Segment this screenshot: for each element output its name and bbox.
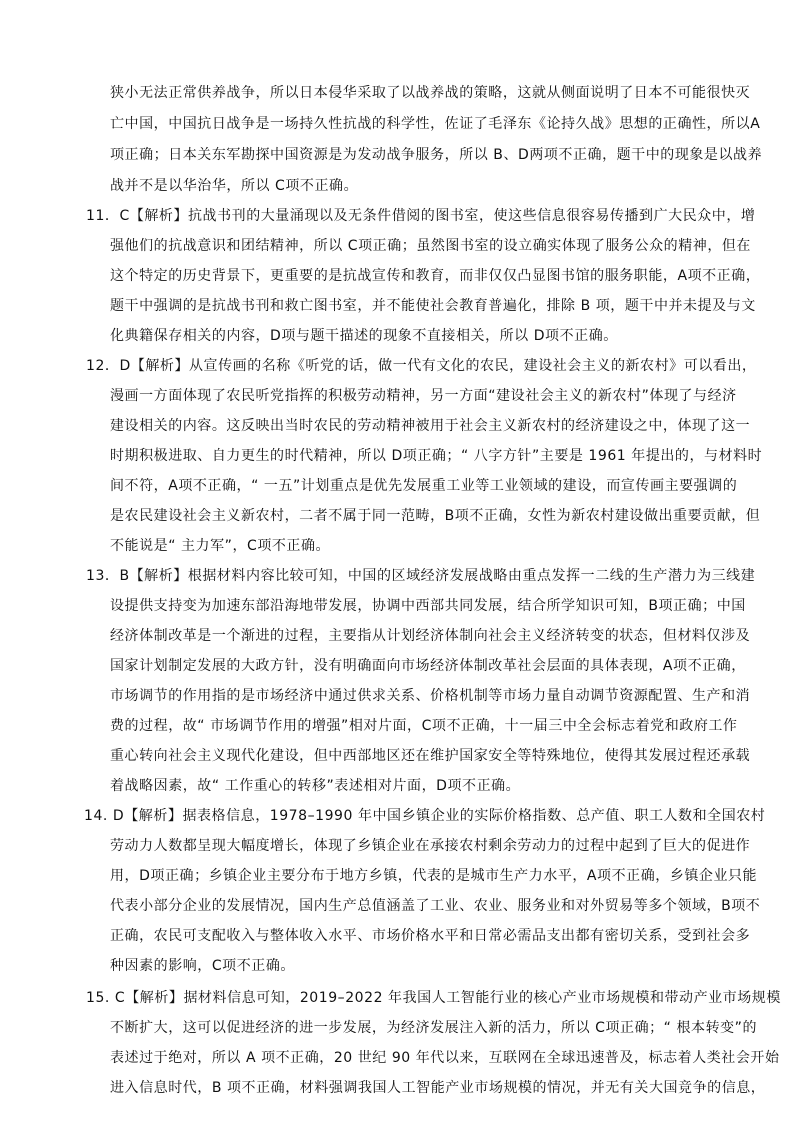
text-line: 不能说是“ 主力军”，C项不正确。 — [110, 538, 331, 554]
text-line: 表述过于绝对，所以 A 项不正确，20 世纪 90 年代以来，互联网在全球迅速普及，标志着人类社会开始 — [110, 1050, 780, 1066]
text-line: 进入信息时代，B 项不正确，材料强调我国人工智能产业市场规模的情况，并无有关大国竞争的信息， — [110, 1080, 766, 1096]
text-line: 狭小无法正常供养战争，所以日本侵华采取了以战养战的策略，这就从侧面说明了日本不可能很快灭 — [110, 85, 751, 101]
text-line: 经济体制改革是一个渐进的过程，主要指从计划经济体制向社会主义经济转变的状态，但材料仅涉及 — [110, 628, 751, 644]
text-line: 项正确；日本关东军勘探中国资源是为发动战争服务，所以 B、D两项不正确，题干中的现象是以战养 — [110, 147, 763, 163]
text-line: 种因素的影响，C项不正确。 — [110, 958, 295, 974]
answer-heading-line: 11．C【解析】抗战书刊的大量涌现以及无条件借阅的图书室，使这些信息很容易传播到广大民众中，增 — [86, 208, 756, 224]
text-line: 国家计划制定发展的大政方针，没有明确面向市场经济体制改革社会层面的具体表现，A项不正确， — [110, 658, 746, 674]
text-line: 不断扩大，这可以促进经济的进一步发展，为经济发展注入新的活力，所以 C项正确；“ 根本转变”的 — [110, 1020, 758, 1036]
text-line: 着战略因素，故“ 工作重心的转移”表述相对片面，D项不正确。 — [110, 778, 521, 794]
text-line: 漫画一方面体现了农民听党指挥的积极劳动精神，另一方面“建设社会主义的新农村”体现了与经济 — [110, 388, 737, 404]
text-line: 时期积极进取、自力更生的时代精神，所以 D项正确；“ 八字方针”主要是 1961 年提出的，与材料时 — [110, 448, 763, 464]
text-line: 化典籍保存相关的内容，D项与题干描述的现象不直接相关，所以 D项不正确。 — [110, 328, 618, 344]
text-line: 战并不是以华治华，所以 C项不正确。 — [110, 178, 359, 194]
text-line: 代表小部分企业的发展情况，国内生产总值涵盖了工业、农业、服务业和对外贸易等多个领域，B项不 — [110, 898, 761, 914]
text-line: 市场调节的作用指的是市场经济中通过供求关系、价格机制等市场力量自动调节资源配置、生产和消 — [110, 688, 751, 704]
text-line: 用，D项正确；乡镇企业主要分布于地方乡镇，代表的是城市生产力水平，A项不正确，乡镇企业只能 — [110, 868, 758, 884]
text-line: 这个特定的历史背景下，更重要的是抗战宣传和教育，而非仅仅凸显图书馆的服务职能，A项不正确， — [110, 268, 761, 284]
text-line: 重心转向社会主义现代化建设，但中西部地区还在维护国家安全等特殊地位，使得其发展过程还承载 — [110, 748, 751, 764]
answer-heading-line: 15. C【解析】据材料信息可知，2019–2022 年我国人工智能行业的核心产业市场规模和带动产业市场规模 — [86, 990, 781, 1006]
text-line: 设提供支持变为加速东部沿海地带发展，协调中西部共同发展，结合所学知识可知，B项正确；中国 — [110, 598, 746, 614]
text-line: 强他们的抗战意识和团结精神，所以 C项正确；虽然图书室的设立确实体现了服务公众的精神，但在 — [110, 238, 751, 254]
answer-heading-line: 13．B【解析】根据材料内容比较可知，中国的区域经济发展战略由重点发挥一二线的生产潜力为三线建 — [86, 568, 756, 584]
text-line: 是农民建设社会主义新农村，二者不属于同一范畴，B项不正确，女性为新农村建设做出重要贡献，但 — [110, 508, 761, 524]
text-line: 劳动力人数都呈现大幅度增长，体现了乡镇企业在承接农村剩余劳动力的过程中起到了巨大的促进作 — [110, 838, 751, 854]
text-line: 建设相关的内容。这反映出当时农民的劳动精神被用于社会主义新农村的经济建设之中，体现了这一 — [110, 418, 751, 434]
text-line: 题干中强调的是抗战书刊和救亡图书室，并不能使社会教育普遍化，排除 B 项，题干中并未提及与文 — [110, 298, 756, 314]
text-line: 亡中国，中国抗日战争是一场持久性抗战的科学性，佐证了毛泽东《论持久战》思想的正确性，所以A — [110, 116, 761, 132]
text-line: 间不符，A项不正确，“ 一五”计划重点是优先发展重工业等工业领域的建设，而宣传画主要强调的 — [110, 478, 738, 494]
text-line: 费的过程，故“ 市场调节作用的增强”相对片面，C项不正确，十一届三中全会标志着党和政府工作 — [110, 718, 738, 734]
answer-heading-line: 12．D【解析】从宣传画的名称《听党的话，做一代有文化的农民，建设社会主义的新农村》可以看出， — [86, 358, 757, 374]
text-line: 正确，农民可支配收入与整体收入水平、市场价格水平和日常必需品支出都有密切关系，受到社会多 — [110, 928, 751, 944]
answer-heading-line: 14. D【解析】据表格信息，1978–1990 年中国乡镇企业的实际价格指数、总产值、职工人数和全国农村 — [84, 808, 766, 824]
